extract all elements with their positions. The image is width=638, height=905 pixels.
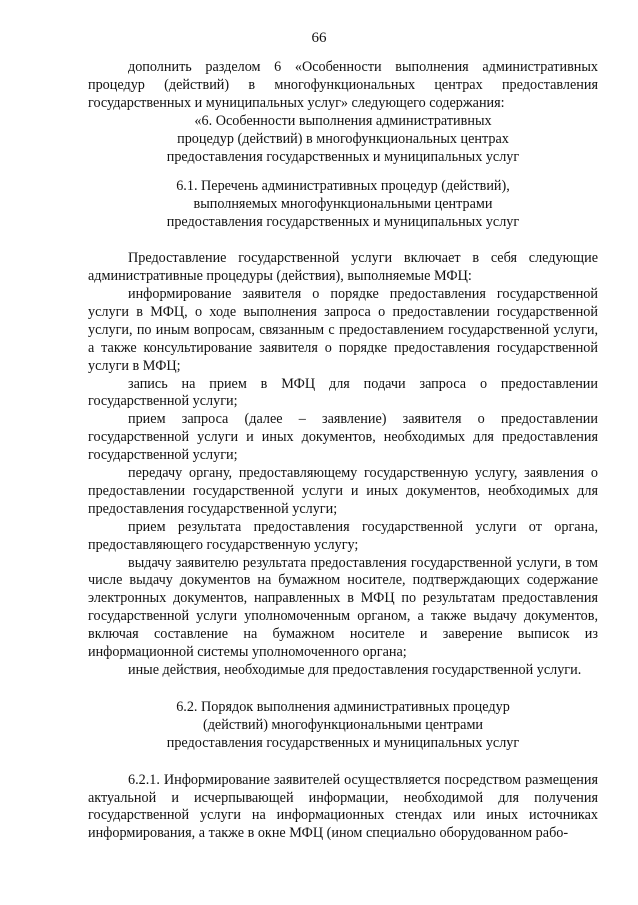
body-paragraph: иные действия, необходимые для предоставления государственной услуги. bbox=[128, 662, 582, 678]
section-title-line: предоставления государственных и муниципальных услуг bbox=[166, 148, 520, 165]
subsection-title-line: 6.2. Порядок выполнения административных процедур bbox=[176, 698, 510, 715]
subsection-title-line: предоставления государственных и муниципальных услуг bbox=[166, 214, 520, 231]
subsection-title-line: 6.1. Перечень административных процедур (действий), bbox=[176, 178, 510, 195]
subsection-title-line: выполняемых многофункциональными центрами bbox=[193, 196, 493, 213]
body-paragraph: передачу органу, предоставляющему государственную услугу, заявления о предоставлении государственной услуги и иных документов, необходимых для предоставления государственной услуги; bbox=[88, 465, 598, 517]
intro-paragraph: дополнить разделом 6 «Особенности выполнения административных процедур (действий) в многофункциональных центрах предоставления государственных и муниципальных услуг» следующего содержания: bbox=[88, 59, 598, 111]
document-body bbox=[88, 59, 598, 843]
subsection-2-title bbox=[88, 699, 598, 753]
subsection-title-line: (действий) многофункциональными центрами bbox=[202, 716, 484, 733]
section-title-line: процедур (действий) в многофункциональных центрах bbox=[177, 130, 509, 147]
body-paragraph: запись на прием в МФЦ для подачи запроса о предоставлении государственной услуги; bbox=[88, 375, 598, 410]
body-paragraph: выдачу заявителю результата предоставления государственной услуги, в том числе выдачу документов на бумажном носителе, подтверждающих содержание электронных документов, направленных в МФЦ по результатам предоставления государственной услуги уполномоченным органом, а также выдачу документов, включая составление на бумажном носителе и заверение выписок из информационной системы уполномоченного органа; bbox=[88, 554, 598, 661]
subsection-title-line: предоставления государственных и муниципальных услуг bbox=[166, 734, 520, 751]
body-paragraph: прием запроса (далее – заявление) заявителя о предоставлении государственной услуги и иных документов, необходимых для предоставления государственной услуги; bbox=[88, 411, 598, 464]
page-number: 66 bbox=[311, 30, 327, 46]
body-paragraph: Предоставление государственной услуги включает в себя следующие административные процедуры (действия), выполняемые МФЦ: bbox=[88, 250, 598, 285]
body-paragraph: 6.2.1. Информирование заявителей осуществляется посредством размещения актуальной и исчерпывающей информации, необходимой для получения государственной услуги на информационных стендах или иных источниках информирования, а также в окне МФЦ (ином специально оборудованном рабо- bbox=[88, 771, 598, 842]
body-paragraph: информирование заявителя о порядке предоставления государственной услуги в МФЦ, о ходе выполнения запроса о предоставлении государственной услуги, по иным вопросам, связанным с предоставлением государственной услуги, а также консультирование заявителя о порядке предоставления государственной услуги в МФЦ; bbox=[88, 285, 598, 374]
subsection-1-title bbox=[88, 178, 598, 232]
body-paragraph: прием результата предоставления государственной услуги от органа, предоставляющего государственную услугу; bbox=[88, 518, 598, 553]
section-title-line: «6. Особенности выполнения административных bbox=[194, 112, 492, 129]
subsection-1-body bbox=[88, 250, 598, 680]
section-title bbox=[88, 113, 598, 167]
subsection-2-body bbox=[88, 772, 598, 844]
